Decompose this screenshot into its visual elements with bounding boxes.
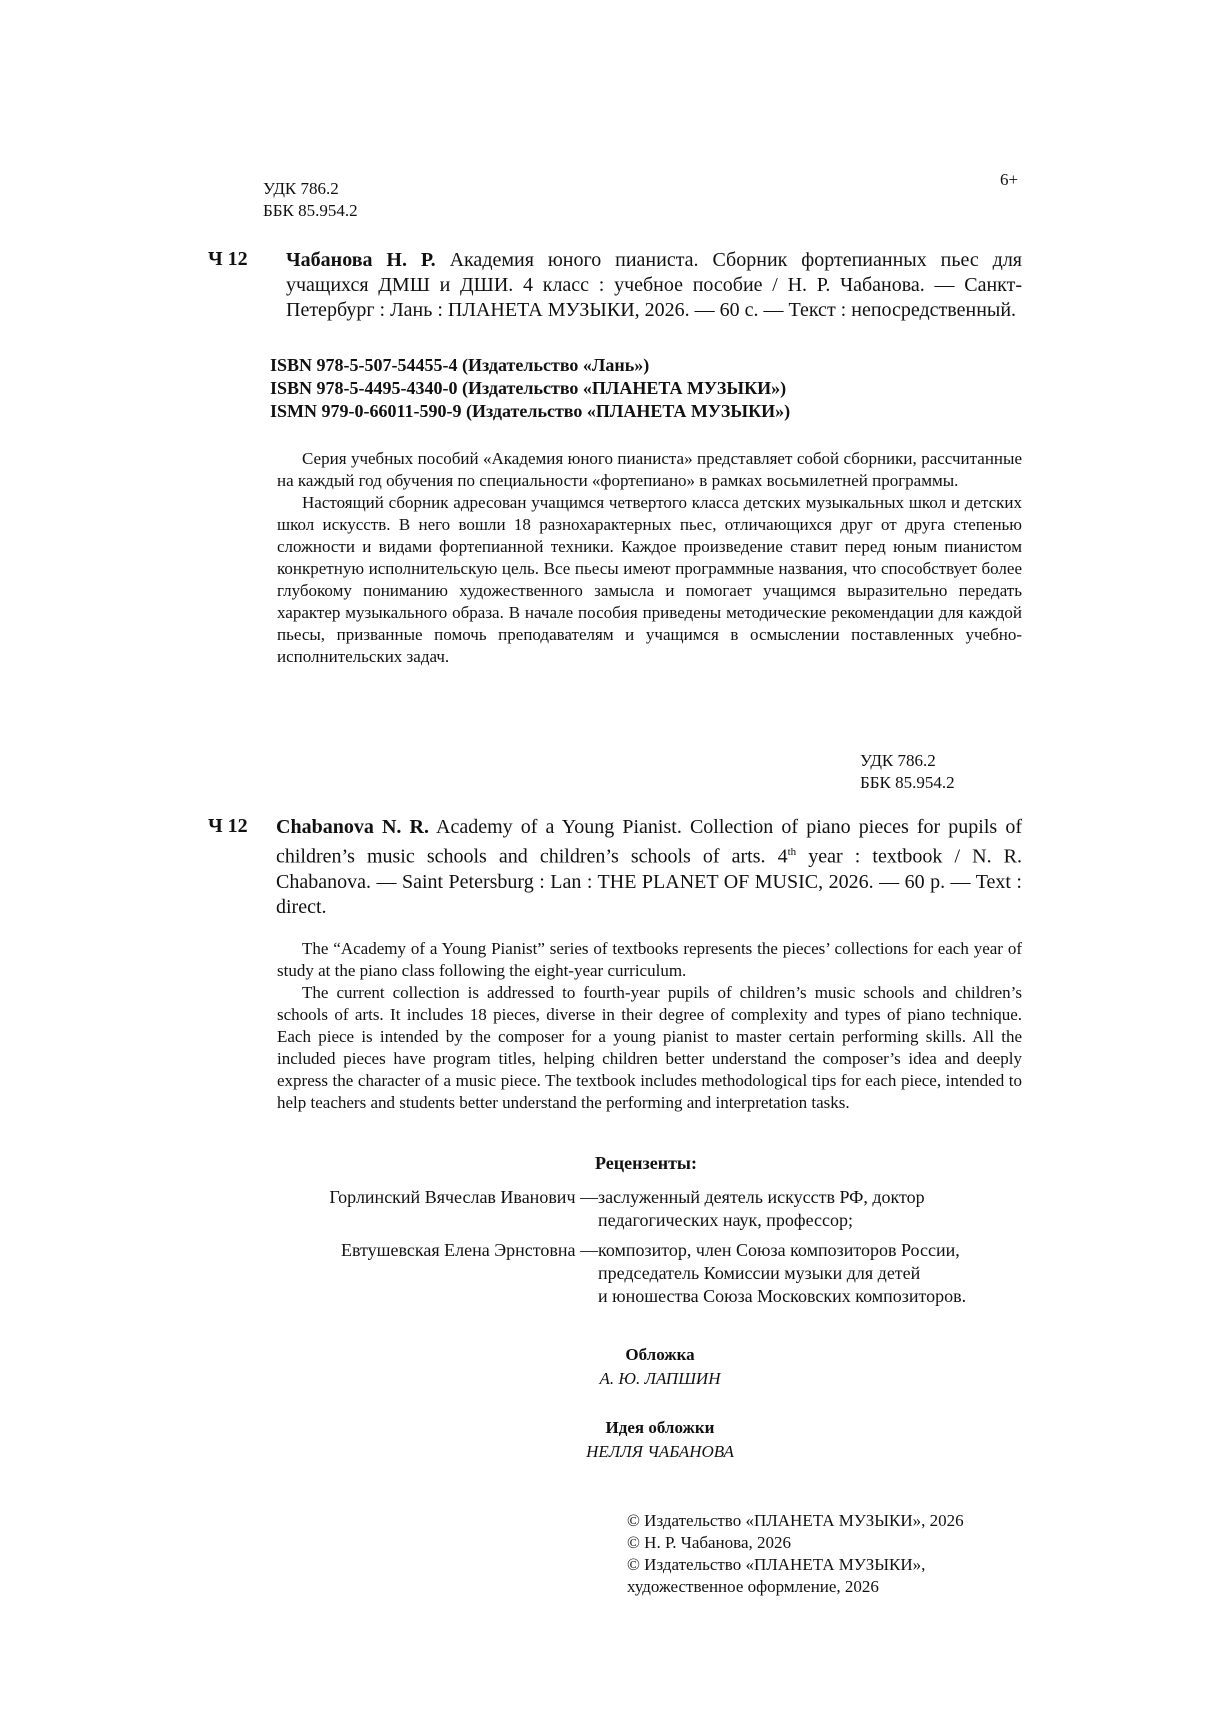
reviewer-desc-line: педагогических наук, профессор; <box>598 1210 854 1230</box>
en-entry-index: Ч 12 <box>208 815 248 837</box>
cover-label: Обложка <box>625 1345 695 1364</box>
en-entry-author: Chabanova N. R. <box>276 816 429 838</box>
en-abstract <box>277 938 1022 1114</box>
copyright-line: © Н. Р. Чабанова, 2026 <box>627 1533 792 1552</box>
isbn-planeta: ISBN 978-5-4495-4340-0 (Издательство «ПЛАНЕТА МУЗЫКИ») <box>270 378 787 398</box>
reviewer-desc-line: и юношества Союза Московских композиторов. <box>598 1286 967 1306</box>
en-abstract-paragraph: The “Academy of a Young Pianist” series of textbooks represents the pieces’ collections for each year of study at the piano class following the eight-year curriculum. <box>277 939 1022 980</box>
ru-abstract-paragraph: Настоящий сборник адресован учащимся четвертого класса детских музыкальных школ и детских школ искусств. В него вошли 18 разнохарактерных пьес, отличающихся друг от друга степенью сложности и видами фортепианной техники. Каждое произведение ставит перед юным пианистом конкретную исполнительскую цель. Все пьесы имеют программные названия, что способствует более глубокому пониманию художественного замысла и помогает учащимся выразительно передать характер музыкального образа. В начале пособия приведены методические рекомендации для каждой пьесы, призванные помочь преподавателям и учащимся в осмыслении поставленных учебно-исполнительских задач. <box>277 493 1022 666</box>
ordinal-suffix: th <box>787 846 797 858</box>
reviewer-name: Евтушевская Елена Эрнстовна — <box>341 1240 598 1260</box>
ru-entry-author: Чабанова Н. Р. <box>286 249 436 271</box>
reviewer-description <box>598 1186 1038 1232</box>
reviewer-desc-line: композитор, член Союза композиторов России, <box>598 1240 960 1260</box>
isbn-block <box>270 354 790 423</box>
en-entry <box>276 815 1022 920</box>
reviewers-title: Рецензенты: <box>595 1153 697 1173</box>
en-entry-text: Academy of a Young Pianist. Collection of piano pieces for pupils of children’s music schools and children’s schools of arts. 4 <box>276 816 1022 868</box>
copyright-line: © Издательство «ПЛАНЕТА МУЗЫКИ», <box>627 1555 926 1574</box>
reviewer-desc-line: председатель Комиссии музыки для детей <box>598 1263 921 1283</box>
reviewer-name: Горлинский Вячеслав Иванович — <box>329 1187 598 1207</box>
bbk-code: ББК 85.954.2 <box>263 201 358 220</box>
bbk-code: ББК 85.954.2 <box>860 773 955 792</box>
reviewer-description <box>598 1239 1038 1308</box>
classification-codes <box>263 178 358 222</box>
copyright-line: © Издательство «ПЛАНЕТА МУЗЫКИ», 2026 <box>627 1511 964 1530</box>
cover-designer: А. Ю. ЛАПШИН <box>599 1369 721 1388</box>
reviewer-desc-line: заслуженный деятель искусств РФ, доктор <box>598 1187 925 1207</box>
udk-code: УДК 786.2 <box>860 751 936 770</box>
age-rating: 6+ <box>1000 170 1019 189</box>
ru-entry-text: Академия юного пианиста. Сборник фортепианных пьес для учащихся ДМШ и ДШИ. 4 класс : учебное пособие / Н. Р. Чабанова. — Санкт-Петербург : Лань : ПЛАНЕТА МУЗЫКИ, 2026. — 60 с. — Текст : непосредственный. <box>286 249 1023 321</box>
en-abstract-paragraph: The current collection is addressed to fourth-year pupils of children’s music schools and children’s schools of arts. It includes 18 pieces, diverse in their degree of complexity and types of piano technique. Each piece is intended by the composer for a young pianist to master certain performing skills. All the included pieces have program titles, helping children better understand the composer’s idea and deeply express the character of a music piece. The textbook includes methodological tips for each piece, intended to help teachers and students better understand the performing and interpretation tasks. <box>277 983 1022 1112</box>
classification-codes-right <box>860 750 1022 794</box>
ru-entry <box>286 248 1022 323</box>
ismn-planeta: ISMN 979-0-66011-590-9 (Издательство «ПЛАНЕТА МУЗЫКИ») <box>270 401 791 421</box>
udk-code: УДК 786.2 <box>263 179 339 198</box>
ru-abstract <box>277 448 1022 668</box>
ru-abstract-paragraph: Серия учебных пособий «Академия юного пианиста» представляет собой сборники, рассчитанные на каждый год обучения по специальности «фортепиано» в рамках восьмилетней программы. <box>277 449 1022 490</box>
cover-idea-label: Идея обложки <box>605 1418 715 1437</box>
en-entry-text-rest: year : textbook / N. R. Chabanova. — Saint Petersburg : Lan : THE PLANET OF MUSIC, 2026. — 60 p. — Text : direct. <box>276 845 1022 918</box>
ru-entry-index: Ч 12 <box>208 248 248 270</box>
isbn-lan: ISBN 978-5-507-54455-4 (Издательство «Лань») <box>270 355 650 375</box>
copyright-block <box>627 1510 964 1598</box>
cover-idea-author: НЕЛЛЯ ЧАБАНОВА <box>586 1442 734 1461</box>
copyright-line: художественное оформление, 2026 <box>627 1577 879 1596</box>
